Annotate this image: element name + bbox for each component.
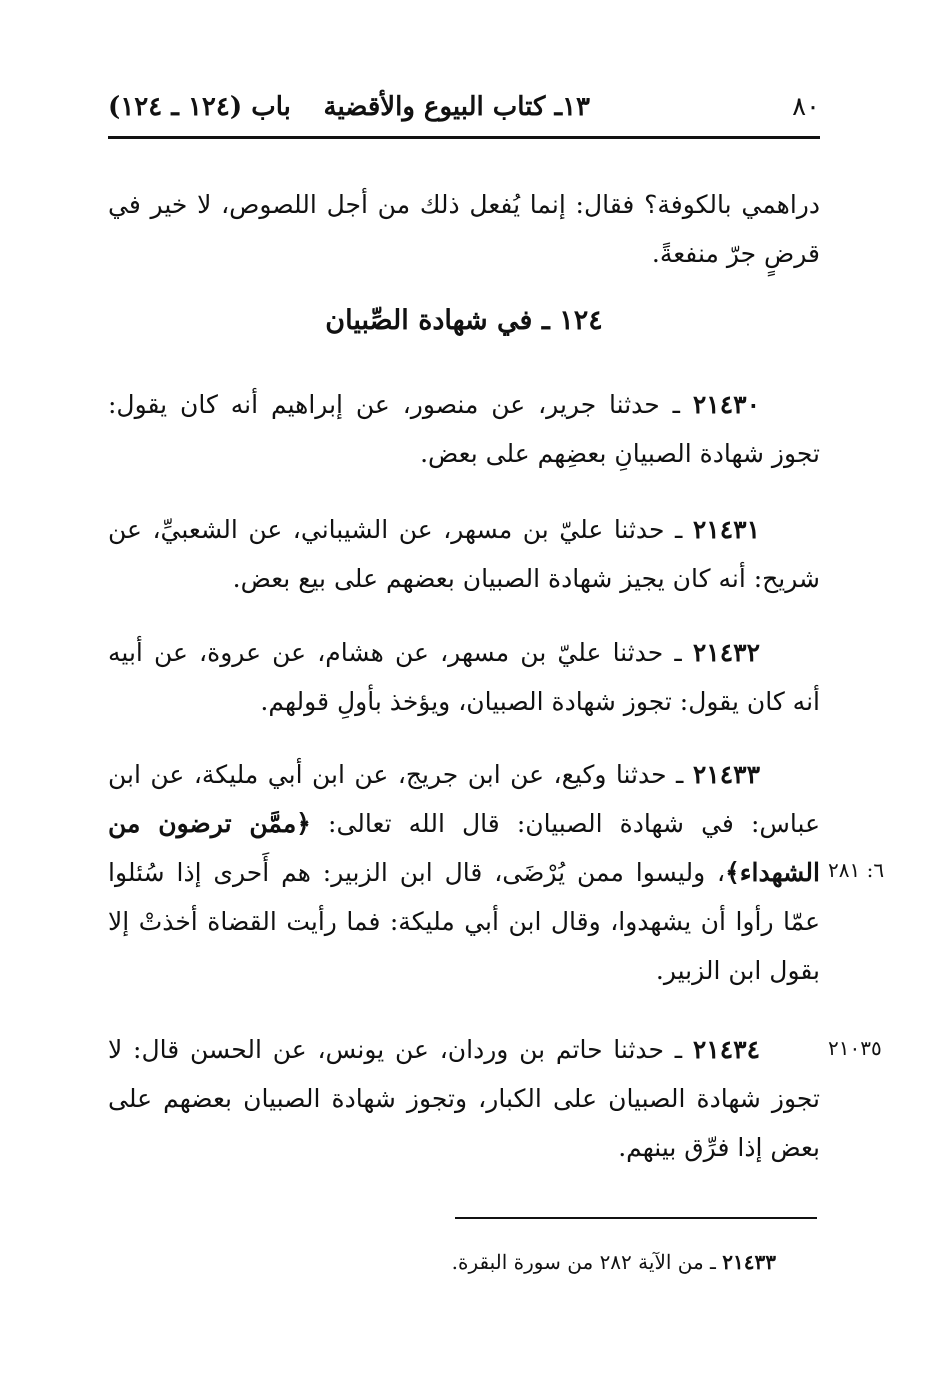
continuation-paragraph [108,180,820,278]
hadith-number: ٢١٤٣٠ [692,390,760,419]
quran-quote: ﴿ممَّن ترضون من الشهداء﴾ [108,809,820,887]
hadith-number: ٢١٤٣١ [692,515,760,544]
hadith-number: ٢١٤٣٤ [692,1035,760,1064]
footnote-number: ٢١٤٣٣ [722,1250,776,1274]
book-title: ١٣ـ كتاب البيوع والأقضية [323,92,590,122]
hadith-21430 [108,380,820,478]
hadith-21434 [108,1025,820,1172]
hadith-21432 [108,628,820,726]
footnote-text: ـ من الآية ٢٨٢ من سورة البقرة. [451,1250,723,1274]
section-title: ١٢٤ ـ في شهادة الصِّبيان [325,305,603,336]
hadith-text: ـ حدثنا حاتم بن وردان، عن يونس، عن الحسن قال: لا تجوز شهادة الصبيان على الكبار، وتجوز شهادة الصبيان بعضهم على بعض إذا فرِّق بينهم. [108,1035,820,1162]
hadith-21431 [108,505,820,603]
margin-note-number: ٢١٠٣٥ [828,1036,882,1060]
hadith-text-cont: ، وليسوا ممن يُرْضَى، قال ابن الزبير: هم أَحرى إذا سُئلوا عمّا رأوا أن يشهدوا، وقال ابن أبي مليكة: فما رأيت القضاة أخذتْ إلا بقول ابن الزبير. [108,858,820,985]
chapter-range: باب (١٢٤ ـ ١٢٤) [108,92,291,122]
hadith-text: ـ حدثنا عليّ بن مسهر، عن هشام، عن عروة، عن أبيه أنه كان يقول: تجوز شهادة الصبيان، ويؤخذ بأولِ قولهم. [108,638,820,716]
hadith-text: ـ حدثنا جرير، عن منصور، عن إبراهيم أنه كان يقول: تجوز شهادة الصبيانِ بعضِهم على بعض. [108,390,820,468]
hadith-number: ٢١٤٣٢ [692,638,760,667]
footnote [300,1250,776,1274]
page-number: ٨٠ [792,92,820,122]
footnote-separator [455,1217,817,1219]
hadith-text: ـ حدثنا وكيع، عن ابن جريج، عن ابن أبي مليكة، عن ابن عباس: في شهادة الصبيان: قال الله تعالى: [108,760,820,838]
hadith-21433 [108,750,820,995]
hadith-number: ٢١٤٣٣ [692,760,760,789]
continuation-text: دراهمي بالكوفة؟ فقال: إنما يُفعل ذلك من أجل اللصوص، لا خير في قرضٍ جرّ منفعةً. [108,190,820,268]
running-header [108,92,820,139]
margin-note-reference: ٦: ٢٨١ [828,858,885,882]
hadith-text: ـ حدثنا عليّ بن مسهر، عن الشيباني، عن الشعبيِّ، عن شريح: أنه كان يجيز شهادة الصبيان بعضهم على بيع بعض. [108,515,820,593]
